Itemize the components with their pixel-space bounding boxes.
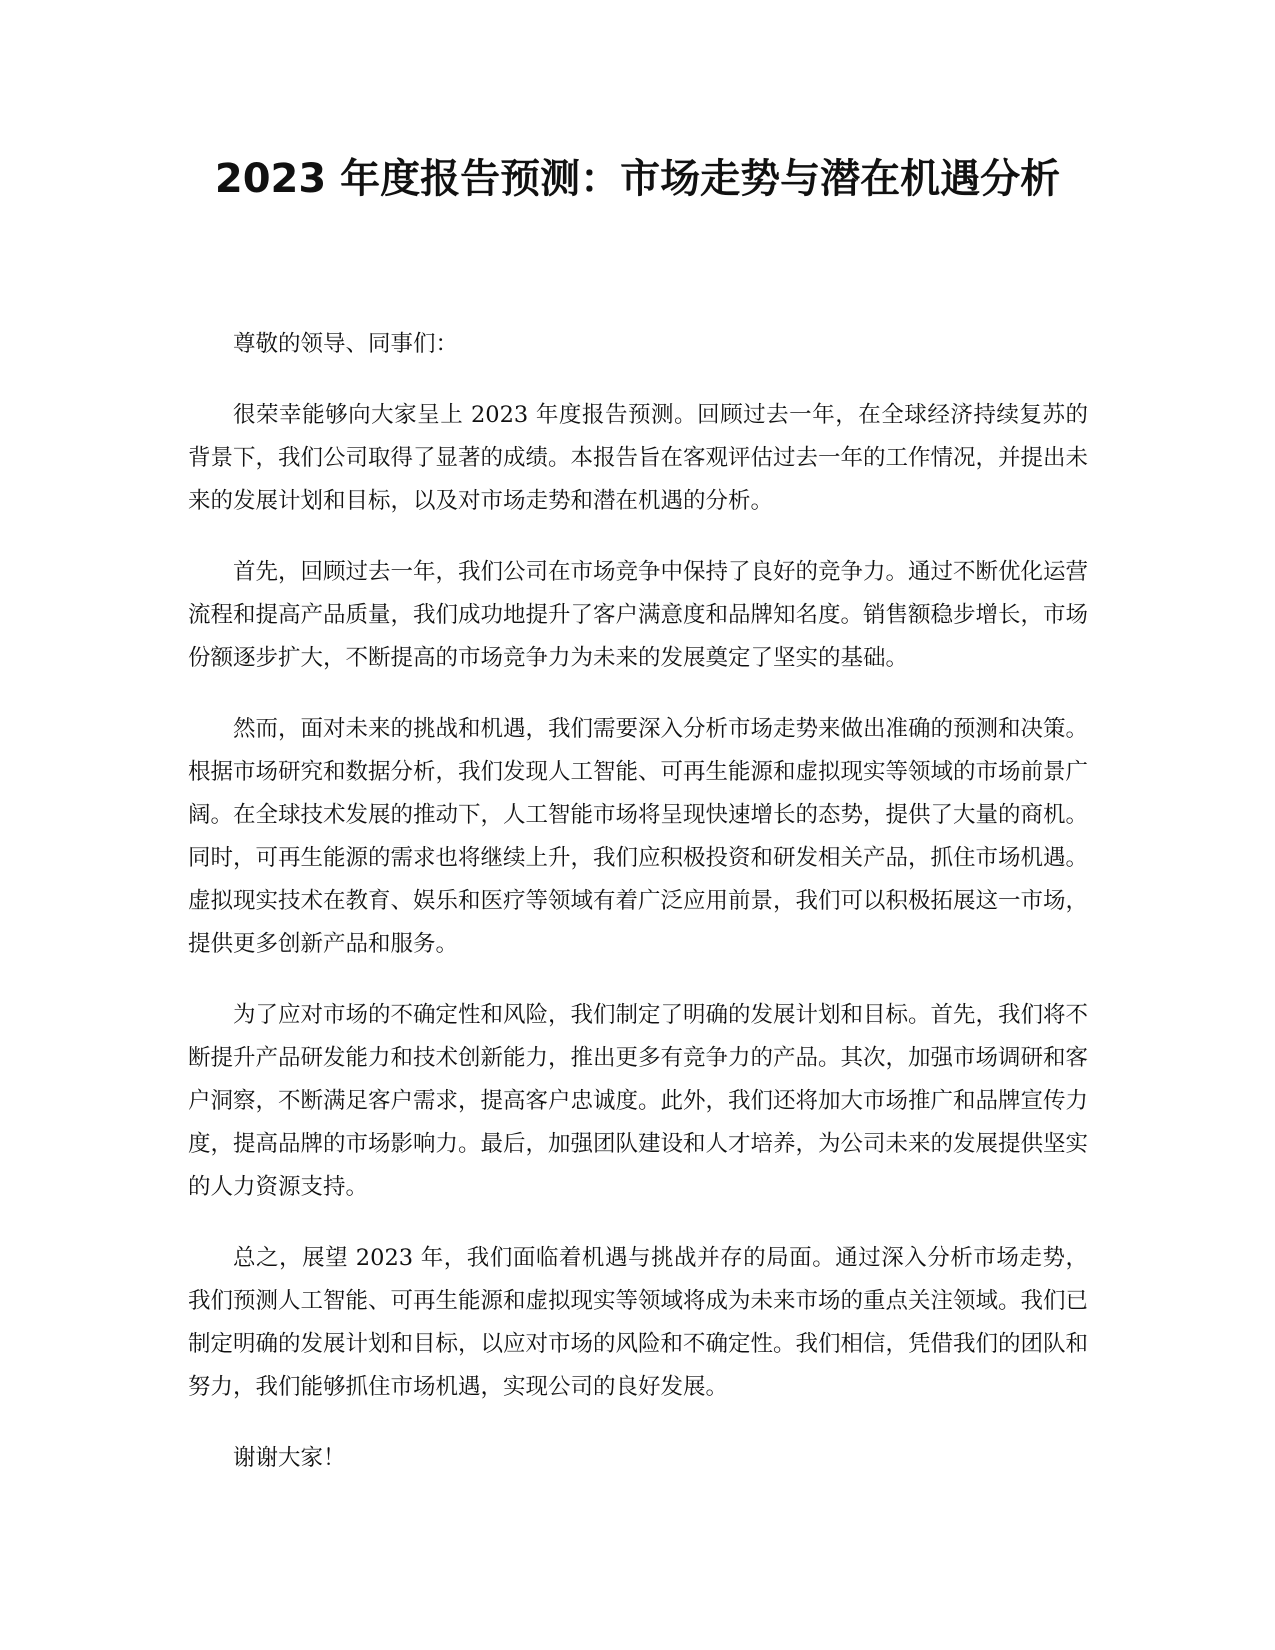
salutation-paragraph: 尊敬的领导、同事们： xyxy=(233,331,459,357)
intro-paragraph: 很荣幸能够向大家呈上 2023 年度报告预测。回顾过去一年，在全球经济持续复苏的背景下，我们公司取得了显著的成绩。本报告旨在客观评估过去一年的工作情况，并提出未来的发展计划和目标，以及对市场走势和潜在机遇的分析。 xyxy=(188,402,1089,514)
plan-paragraph: 为了应对市场的不确定性和风险，我们制定了明确的发展计划和目标。首先，我们将不断提升产品研发能力和技术创新能力，推出更多有竞争力的产品。其次，加强市场调研和客户洞察，不断满足客户需求，提高客户忠诚度。此外，我们还将加大市场推广和品牌宣传力度，提高品牌的市场影响力。最后，加强团队建设和人才培养，为公司未来的发展提供坚实的人力资源支持。 xyxy=(188,1002,1089,1200)
conclusion-paragraph: 总之，展望 2023 年，我们面临着机遇与挑战并存的局面。通过深入分析市场走势，我们预测人工智能、可再生能源和虚拟现实等领域将成为未来市场的重点关注领域。我们已制定明确的发展计划和目标，以应对市场的风险和不确定性。我们相信，凭借我们的团队和努力，我们能够抓住市场机遇，实现公司的良好发展。 xyxy=(188,1245,1089,1400)
document-body xyxy=(188,323,1088,1508)
closing-paragraph: 谢谢大家！ xyxy=(233,1445,346,1471)
document-title: 2023 年度报告预测：市场走势与潜在机遇分析 xyxy=(214,156,1061,202)
market-analysis-paragraph: 然而，面对未来的挑战和机遇，我们需要深入分析市场走势来做出准确的预测和决策。根据市场研究和数据分析，我们发现人工智能、可再生能源和虚拟现实等领域的市场前景广阔。在全球技术发展的推动下，人工智能市场将呈现快速增长的态势，提供了大量的商机。同时，可再生能源的需求也将继续上升，我们应积极投资和研发相关产品，抓住市场机遇。虚拟现实技术在教育、娱乐和医疗等领域有着广泛应用前景，我们可以积极拓展这一市场，提供更多创新产品和服务。 xyxy=(188,716,1089,957)
review-paragraph: 首先，回顾过去一年，我们公司在市场竞争中保持了良好的竞争力。通过不断优化运营流程和提高产品质量，我们成功地提升了客户满意度和品牌知名度。销售额稳步增长，市场份额逐步扩大，不断提高的市场竞争力为未来的发展奠定了坚实的基础。 xyxy=(188,559,1089,671)
